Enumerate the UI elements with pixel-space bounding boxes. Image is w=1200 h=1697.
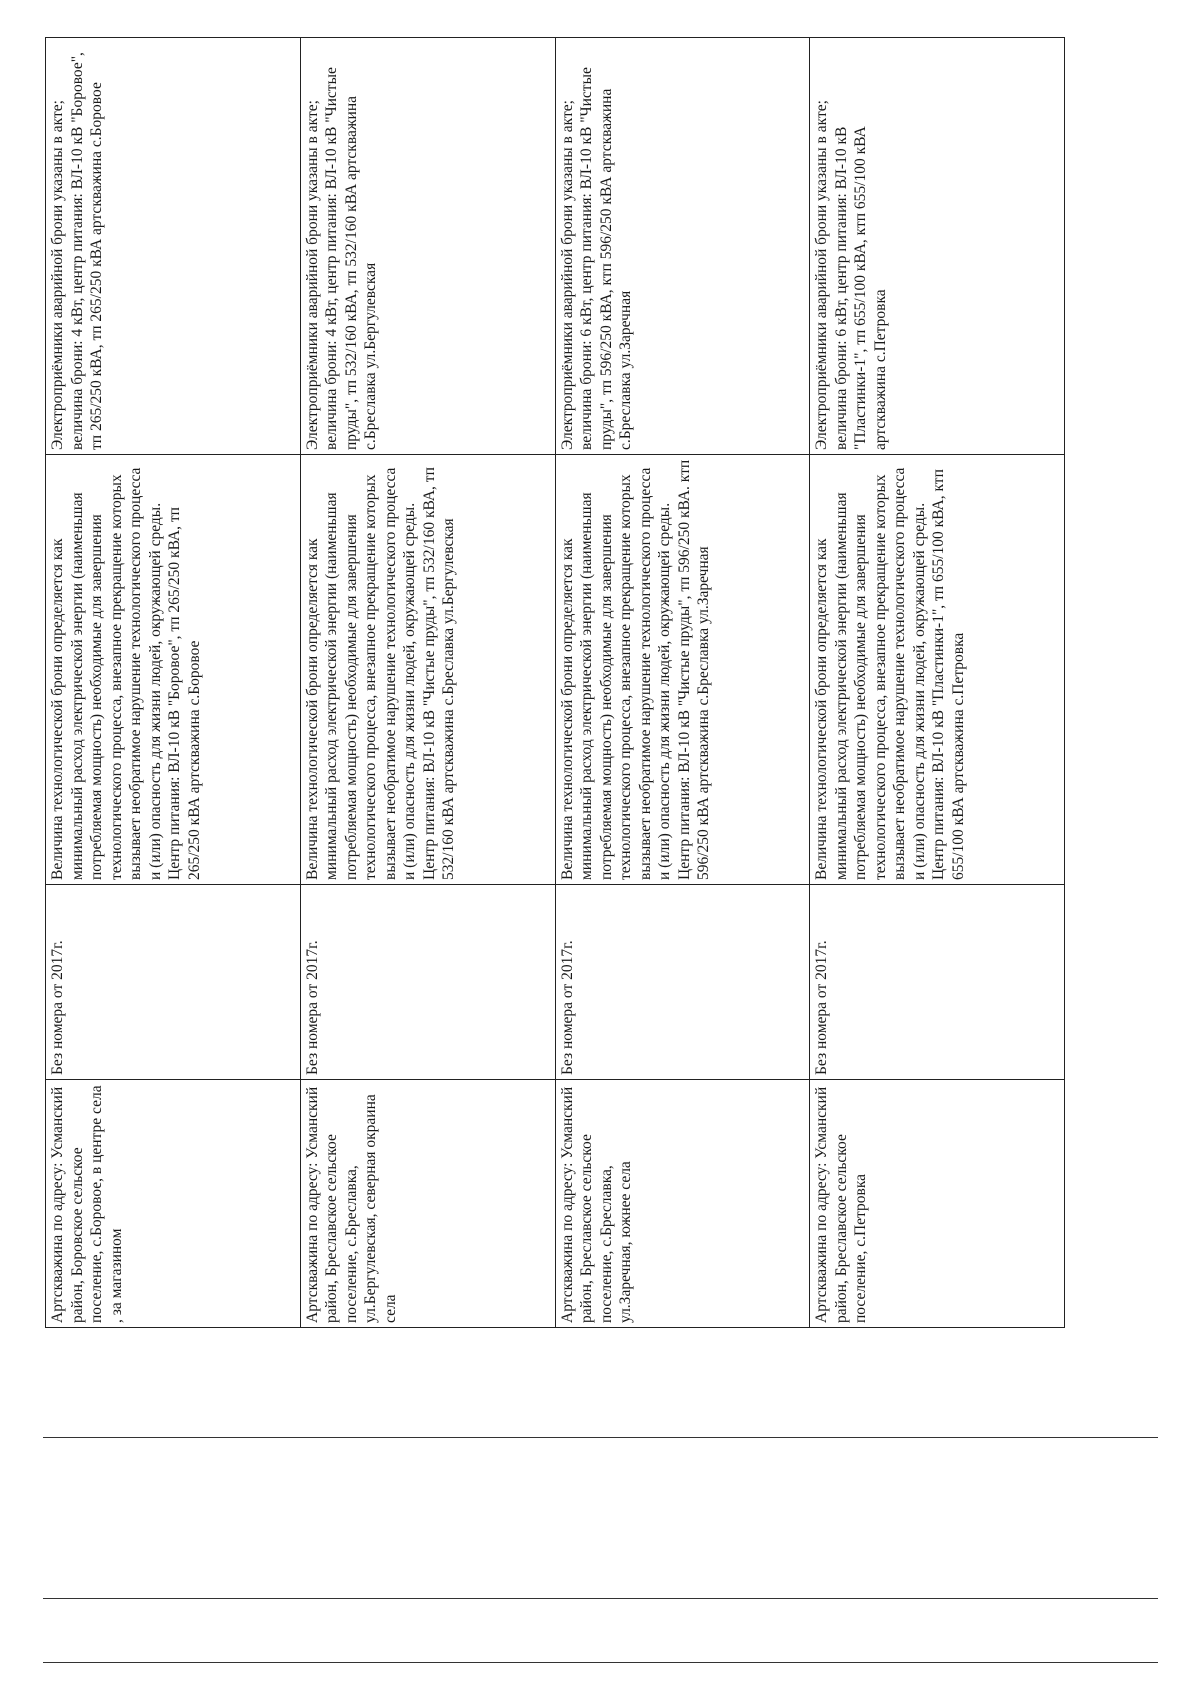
tech-reserve-cell: Величина технологической брони определяется как минимальный расход электрической энергии (наименьшая потребляемая мощность) необходимые для завершения технологического процесса, внезапное прекращение которых вызывает необратимое нарушение технологического процесса и (или) опасность для жизни людей, окружающей среды. Центр питания: ВЛ-10 кВ "Чистые пруды", тп 596/250 кВА. ктп 596/250 кВА артскважина с.Бреславка ул.Заречная [555,455,810,885]
rotated-table-block [45,38,1065,1328]
object-address-cell: Артскважина по адресу: Усманский район, Бреславское сельское поселение, с.Бреславка, ул.Заречная, южнее села [555,1080,810,1328]
emergency-reserve-cell: Электроприёмники аварийной брони указаны в акте; величина брони: 4 кВт, центр питания: ВЛ-10 кВ "Боровое", тп 265/250 кВА, тп 265/250 кВА артскважина с.Боровое [46,38,301,455]
tech-reserve-cell: Величина технологической брони определяется как минимальный расход электрической энергии (наименьшая потребляемая мощность) необходимые для завершения технологического процесса, внезапное прекращение которых вызывает необратимое нарушение технологического процесса и (или) опасность для жизни людей, окружающей среды. Центр питания: ВЛ-10 кВ "Чистые пруды", тп 532/160 кВА, тп 532/160 кВА артскважина с.Бреславка ул.Бергулевская [300,455,555,885]
object-address-cell: Артскважина по адресу: Усманский район, Бреславское сельское поселение, с.Бреславка, ул.Бергулевская, северная окраина села [300,1080,555,1328]
tech-reserve-cell: Величина технологической брони определяется как минимальный расход электрической энергии (наименьшая потребляемая мощность) необходимые для завершения технологического процесса, внезапное прекращение которых вызывает необратимое нарушение технологического процесса и (или) опасность для жизни людей, окружающей среды. Центр питания: ВЛ-10 кВ "Пластинки-1", тп 655/100 кВА, ктп 655/100 кВА артскважина с.Петровка [810,455,1065,885]
object-address-cell: Артскважина по адресу: Усманский район, Боровское сельское поселение, с.Боровое, в центре села , за магазином [46,1080,301,1328]
table-row [810,38,1065,1328]
act-number-cell: Без номера от 2017г. [46,885,301,1080]
horizontal-divider [43,1598,1158,1599]
act-number-cell: Без номера от 2017г. [810,885,1065,1080]
horizontal-divider [43,1437,1158,1438]
emergency-reserve-cell: Электроприёмники аварийной брони указаны в акте; величина брони: 6 кВт, центр питания: ВЛ-10 кВ "Пластинки-1", тп 655/100 кВА, ктп 655/100 кВА артскважина с.Петровка [810,38,1065,455]
emergency-reserve-cell: Электроприёмники аварийной брони указаны в акте; величина брони: 4 кВт, центр питания: ВЛ-10 кВ "Чистые пруды", тп 532/160 кВА, тп 532/160 кВА артскважина с.Бреславка ул.Бергулевская [300,38,555,455]
emergency-reserve-table [45,37,1065,1328]
table-row [555,38,810,1328]
act-number-cell: Без номера от 2017г. [300,885,555,1080]
table-row [46,38,301,1328]
tech-reserve-cell: Величина технологической брони определяется как минимальный расход электрической энергии (наименьшая потребляемая мощность) необходимые для завершения технологического процесса, внезапное прекращение которых вызывает необратимое нарушение технологического процесса и (или) опасность для жизни людей, окружающей среды. Центр питания: ВЛ-10 кВ "Боровое", тп 265/250 кВА, тп 265/250 кВА артскважина с.Боровое [46,455,301,885]
emergency-reserve-cell: Электроприёмники аварийной брони указаны в акте; величина брони: 6 кВт, центр питания: ВЛ-10 кВ "Чистые пруды", тп 596/250 кВА, ктп 596/250 кВА артскважина с.Бреславка ул.Заречная [555,38,810,455]
horizontal-divider [43,1662,1158,1663]
table-row [300,38,555,1328]
act-number-cell: Без номера от 2017г. [555,885,810,1080]
object-address-cell: Артскважина по адресу: Усманский район, Бреславское сельское поселение, с.Петровка [810,1080,1065,1328]
